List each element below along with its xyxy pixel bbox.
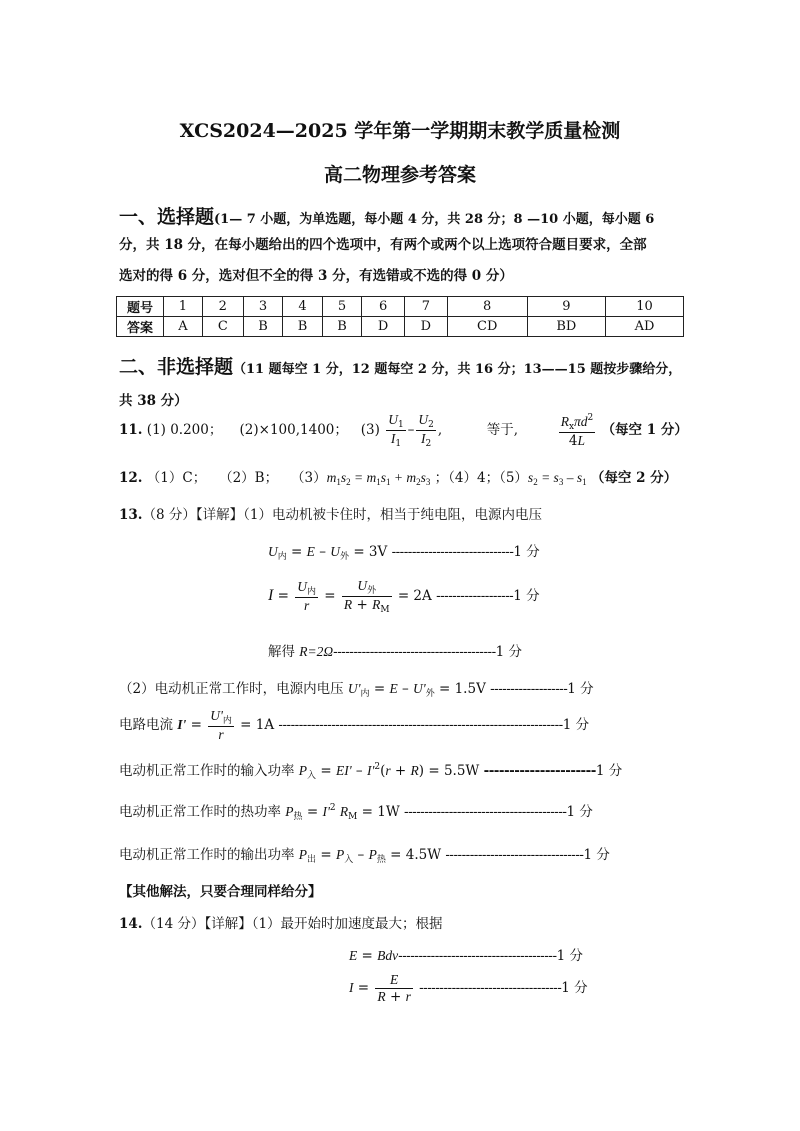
table-row-numbers [117,297,684,317]
formula-momentum: $m_1s_2 = m_1s_1 + m_2s_3$ [326,470,431,487]
table-cell: 8 [447,297,527,317]
q11-part3: (3) [360,422,380,438]
answer-table [116,296,684,337]
table-cell: C [202,317,243,337]
section2-heading: 二、非选择题 [119,356,234,378]
score-label: 1 分 [595,763,623,779]
table-cell: 1 [164,297,203,317]
section1-note-l2: 分，共 18 分，在每小题给出的四个选项中，有两个或两个以上选项符合题目要求，全部 [119,237,647,253]
score-label: 1 分 [567,681,594,697]
table-cell: B [243,317,282,337]
section2-note-l1: （11 题每空 1 分，12 题每空 2 分，共 16 分；13——15 题按步骤给分， [233,362,682,377]
document-title: XCS2024—2025 学年第一学期期末教学质量检测 [179,120,621,142]
q12-part4: ；（4）4；（5） [434,470,528,486]
q13-input-text: 电动机正常工作时的输入功率 [119,763,295,779]
q13-solve-line: 解得 R=2Ω----------------------------------------1 分 [268,644,523,660]
q11-equal: 等于, [486,422,519,438]
q13-part2-text: （2）电动机正常工作时，电源内电压 [119,681,344,697]
q13-part2-line: （2）电动机正常工作时，电源内电压 $U'_内 = E - U'_外 = 1.5V$ -------------------1 分 [119,681,594,699]
q13-intro: （8 分）【详解】（1）电动机被卡住时，相当于纯电阻，电源内电压 [142,507,542,523]
q13-solve-text: 解得 [268,644,295,660]
q14-formula-current: I = $\frac{E}{R + r}$ -----------------------------------1 分 [349,972,588,1005]
table-cell: AD [606,317,684,337]
table-cell: 6 [362,297,405,317]
q14-formula-emf: E = Bdv---------------------------------------1 分 [349,948,583,964]
q13-heat-text: 电动机正常工作时的热功率 [119,804,281,820]
q13-heat-power-line: 电动机正常工作时的热功率 $P_热 = I'^2$ $R_M = 1W$ ----------------------------------------1 分 [119,803,593,822]
score-label: 1 分 [513,544,540,560]
section2-note-l2: 共 38 分） [119,393,188,409]
document-subtitle: 高二物理参考答案 [323,164,476,186]
table-cell: D [404,317,447,337]
table-cell: D [362,317,405,337]
formula-s2: $s_2 = s_3 - s_1$ [527,470,587,487]
formula-resistivity: $\frac{R_x\pi d^2}{4L}$ [560,412,594,449]
q11-line: 11. (1) 0.200； (2)×100,1400； (3) $\frac{U_1}{I_1}$ – $\frac{U_2}{I_2}$ , 等于, $\frac{R_x\pi d^2}{4L}$ （每空 1 分） [119,412,688,449]
q13-intro-line [119,503,542,523]
section1-note-l1: (1— 7 小题，为单选题，每小题 4 分，共 28 分；8 —10 小题，每小题 6 [214,212,655,227]
table-cell: BD [527,317,605,337]
table-header-answer: 答案 [117,317,164,337]
score-label: 1 分 [562,717,590,733]
q13-current-line: 电路电流 I' = $\frac{U'_内}{r}$ = 1A ----------------------------------------------------------------------1 分 [119,708,590,742]
q12-line [119,466,677,487]
table-cell: 5 [322,297,361,317]
table-row-answers [117,317,684,337]
q14-label: 14. [119,916,143,932]
q11-score: （每空 1 分） [601,422,688,438]
q13-formula-u-inner: $U_内 = E - U_外 = 3V$ ------------------------------1 分 [268,544,540,562]
table-cell: 3 [243,297,282,317]
score-label: 1 分 [561,980,588,996]
table-cell: 2 [202,297,243,317]
section1-line1 [119,202,654,229]
formula-u1-over-i1: $\frac{U_1}{I_1}$ [388,412,404,449]
q13-solve-value: R=2Ω [299,644,334,659]
q13-current-text: 电路电流 [119,717,173,733]
q13-input-power-line: 电动机正常工作时的输入功率 $P_入 = EI' - I'^2(r + R) = 5.5W$ ----------------------1 分 [119,762,623,781]
score-label: 1 分 [556,948,583,964]
q12-part1: （1）C； [146,470,207,486]
table-cell: 4 [283,297,322,317]
section2-line1 [119,352,681,379]
table-cell: A [164,317,203,337]
q13-output-power-line: 电动机正常工作时的输出功率 $P_出 = P_入 - P_热 = 4.5W$ ----------------------------------1 分 [119,847,610,865]
formula-u2-over-i2: $\frac{U_2}{I_2}$ [418,412,434,449]
table-cell: CD [447,317,527,337]
table-cell: 10 [606,297,684,317]
q14-intro: （14 分）【详解】（1）最开始时加速度最大；根据 [142,916,443,932]
q11-part1: (1) 0.200； [146,422,223,438]
table-header-number: 题号 [117,297,164,317]
q12-label: 12. [119,470,143,486]
q11-part2: (2)×100,1400； [239,422,348,438]
score-label: 1 分 [566,804,593,820]
section1-heading: 一、选择题 [119,206,215,228]
q11-label: 11. [119,422,143,438]
table-cell: B [283,317,322,337]
score-label: 1 分 [495,644,523,660]
table-cell: 7 [404,297,447,317]
q13-formula-current: I = $\frac{U_内}{r}$ = $\frac{U_外}{R + R_M}$ = 2A -------------------1 分 [268,578,540,615]
score-label: 1 分 [513,588,540,604]
q13-label: 13. [119,507,143,523]
table-cell: 9 [527,297,605,317]
q12-part2: （2）B； [219,470,279,486]
q12-score: （每空 2 分） [590,470,678,486]
score-label: 1 分 [583,847,610,863]
section1-note-l3: 选对的得 6 分，选对但不全的得 3 分，有选错或不选的得 0 分） [119,268,513,284]
q13-output-text: 电动机正常工作时的输出功率 [119,847,295,863]
table-cell: B [322,317,361,337]
q13-other-methods: 【其他解法，只要合理同样给分】 [119,884,322,900]
q12-part3: （3） [290,470,327,486]
q14-intro-line [119,912,443,932]
